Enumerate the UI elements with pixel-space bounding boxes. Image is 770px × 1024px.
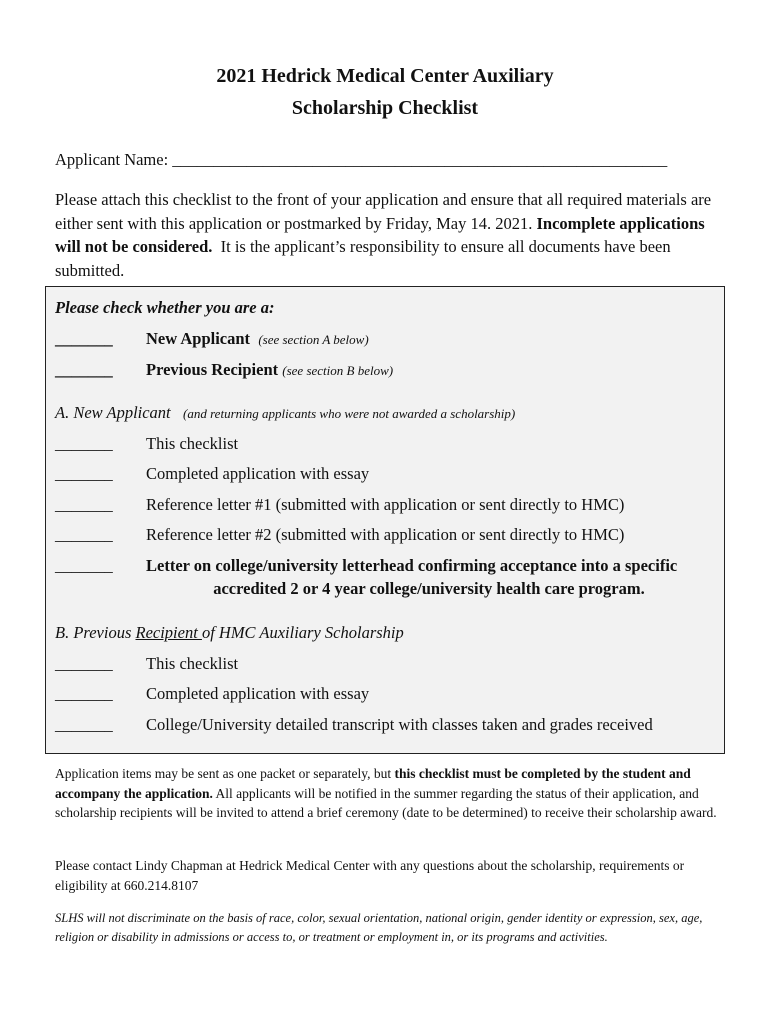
intro-warning: Incomplete applications will not be considered. — [55, 213, 705, 256]
intro-paragraph — [55, 188, 725, 282]
notification-paragraph — [55, 764, 725, 823]
new-applicant-option — [146, 329, 369, 349]
section-a-letter-item-line2: accredited 2 or 4 year college/university health care program. — [213, 579, 645, 598]
status-heading: Please check whether you are a: — [55, 298, 275, 317]
previous-recipient-label: Previous Recipient — [146, 360, 279, 379]
new-applicant-label: New Applicant — [146, 329, 251, 348]
page-subtitle: Scholarship Checklist — [291, 97, 479, 119]
new-applicant-note: (see section A below) — [258, 332, 369, 347]
previous-recipient-note: (see section B below) — [282, 363, 394, 378]
section-a-heading-row — [55, 403, 515, 423]
section-a-item: This checklist — [146, 434, 239, 453]
notification-bold: this checklist must be completed by the student and accompany the application. — [55, 766, 691, 801]
section-b-heading-prefix: B. Previous — [55, 623, 136, 642]
new-applicant-checkbox[interactable]: _______ — [55, 329, 113, 348]
section-b-checkbox[interactable]: _______ — [55, 684, 113, 703]
previous-recipient-option — [146, 360, 393, 380]
section-a-heading: A. New Applicant — [55, 403, 171, 422]
section-a-checkbox[interactable]: _______ — [55, 434, 113, 453]
section-a-checkbox[interactable]: _______ — [55, 495, 113, 514]
applicant-name-field[interactable]: ____________________________________________________________ — [172, 150, 668, 169]
section-b-heading-suffix: of HMC Auxiliary Scholarship — [201, 623, 404, 642]
section-a-note: (and returning applicants who were not awarded a scholarship) — [183, 406, 516, 421]
intro-responsibility: It is the applicant’s responsibility to ensure all documents have been submitted. — [55, 237, 671, 280]
page-title: 2021 Hedrick Medical Center Auxiliary — [216, 65, 554, 87]
section-b-checkbox[interactable]: _______ — [55, 715, 113, 734]
applicant-name-label: Applicant Name: — [55, 150, 169, 169]
section-a-item: Reference letter #1 (submitted with application or sent directly to HMC) — [146, 495, 625, 514]
section-b-heading — [55, 623, 404, 643]
intro-text: Please attach this checklist to the front of your application and ensure that all required materials are either sent with this application or postmarked by Friday, May 14. 2021. — [55, 190, 712, 233]
contact-paragraph: Please contact Lindy Chapman at Hedrick Medical Center with any questions about the scholarship, requirements or eligibility at 660.214.8107 — [55, 858, 685, 893]
section-b-checkbox[interactable]: _______ — [55, 654, 113, 673]
applicant-name-row — [55, 150, 667, 170]
section-a-checkbox[interactable]: _______ — [55, 464, 113, 483]
notification-text-2: All applicants will be notified in the summer regarding the status of their application, and scholarship recipients will be invited to attend a brief ceremony (date to be determined) to receive their scholarship award. — [55, 785, 717, 820]
section-b-heading-underlined: Recipient — [135, 623, 202, 642]
nondiscrimination-statement: SLHS will not discriminate on the basis of race, color, sexual orientation, national origin, gender identity or expression, sex, age, religion or disability in admissions or access to, or treatment or employment in, or its programs and activities. — [55, 911, 703, 944]
section-b-item: This checklist — [146, 654, 239, 673]
section-b-item: College/University detailed transcript with classes taken and grades received — [146, 715, 653, 734]
section-a-item: Reference letter #2 (submitted with application or sent directly to HMC) — [146, 525, 625, 544]
notification-text: Application items may be sent as one packet or separately, but — [55, 766, 395, 781]
section-a-item: Completed application with essay — [146, 464, 370, 483]
section-a-checkbox[interactable]: _______ — [55, 556, 113, 575]
section-b-item: Completed application with essay — [146, 684, 370, 703]
section-a-letter-item-line1: Letter on college/university letterhead confirming acceptance into a specific — [146, 556, 678, 575]
section-a-checkbox[interactable]: _______ — [55, 525, 113, 544]
previous-recipient-checkbox[interactable]: _______ — [55, 360, 113, 379]
